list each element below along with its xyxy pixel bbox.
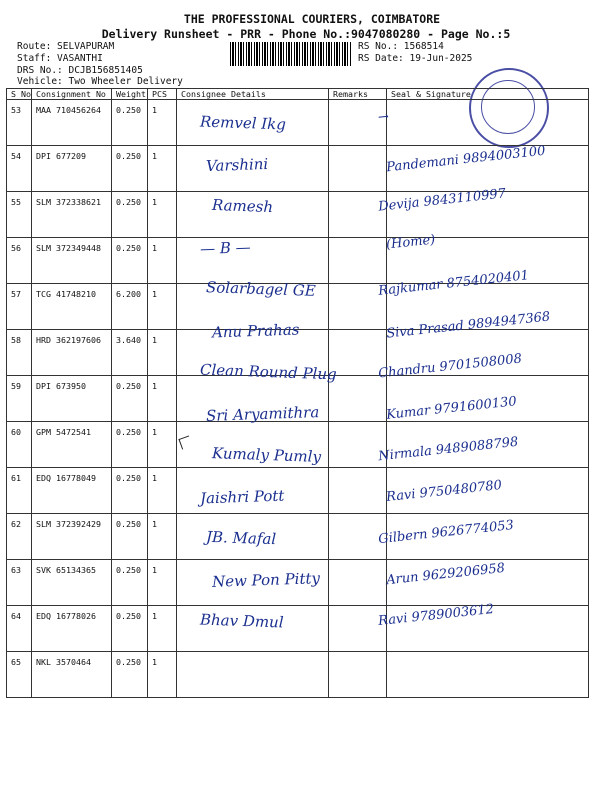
remarks-cell bbox=[329, 238, 387, 284]
cell-pcs: 1 bbox=[148, 514, 177, 560]
remarks-cell bbox=[329, 468, 387, 514]
cell-sno: 64 bbox=[7, 606, 32, 652]
handwritten-signature: Gilbern 9626774053 bbox=[377, 517, 515, 548]
remarks-cell bbox=[329, 192, 387, 238]
cell-weight: 0.250 bbox=[112, 468, 148, 514]
rs-number-field: RS No.: 1568514 bbox=[358, 41, 444, 52]
cell-weight: 0.250 bbox=[112, 606, 148, 652]
consignee-cell bbox=[177, 652, 329, 698]
cell-sno: 63 bbox=[7, 560, 32, 606]
cell-weight: 0.250 bbox=[112, 146, 148, 192]
table-header-row bbox=[7, 89, 589, 100]
table-row bbox=[7, 652, 589, 698]
handwritten-signature: Devija 9843110997 bbox=[377, 186, 507, 215]
handwritten-consignee: New Pon Pitty bbox=[211, 568, 321, 591]
cell-sno: 54 bbox=[7, 146, 32, 192]
cell-pcs: 1 bbox=[148, 652, 177, 698]
handwritten-signature: Rajkumar 8754020401 bbox=[377, 268, 530, 299]
cell-pcs: 1 bbox=[148, 376, 177, 422]
cell-sno: 60 bbox=[7, 422, 32, 468]
column-header: Consignment No bbox=[32, 89, 112, 100]
cell-weight: 0.250 bbox=[112, 238, 148, 284]
signature-cell bbox=[387, 652, 589, 698]
cell-cons: TCG 41748210 bbox=[32, 284, 112, 330]
column-header: Consignee Details bbox=[177, 89, 329, 100]
signature-cell bbox=[387, 100, 589, 146]
column-header: Remarks bbox=[329, 89, 387, 100]
cell-pcs: 1 bbox=[148, 192, 177, 238]
cell-sno: 62 bbox=[7, 514, 32, 560]
column-header: Weight bbox=[112, 89, 148, 100]
cell-cons: SVK 65134365 bbox=[32, 560, 112, 606]
cell-weight: 0.250 bbox=[112, 100, 148, 146]
cell-cons: NKL 3570464 bbox=[32, 652, 112, 698]
cell-pcs: 1 bbox=[148, 468, 177, 514]
cell-weight: 6.200 bbox=[112, 284, 148, 330]
remarks-cell bbox=[329, 146, 387, 192]
cell-cons: GPM 5472541 bbox=[32, 422, 112, 468]
remarks-cell bbox=[329, 376, 387, 422]
column-header: S No bbox=[7, 89, 32, 100]
route-field: Route: SELVAPURAM bbox=[17, 41, 115, 52]
column-header: PCS bbox=[148, 89, 177, 100]
cell-cons: SLM 372392429 bbox=[32, 514, 112, 560]
cell-pcs: 1 bbox=[148, 422, 177, 468]
cell-cons: HRD 362197606 bbox=[32, 330, 112, 376]
barcode bbox=[230, 42, 352, 66]
staff-field: Staff: VASANTHI bbox=[17, 53, 103, 64]
cell-weight: 0.250 bbox=[112, 514, 148, 560]
cell-pcs: 1 bbox=[148, 146, 177, 192]
company-title: THE PROFESSIONAL COURIERS, COIMBATORE bbox=[183, 12, 441, 26]
cell-sno: 58 bbox=[7, 330, 32, 376]
handwritten-consignee: Varshini bbox=[205, 154, 269, 175]
cell-pcs: 1 bbox=[148, 606, 177, 652]
runsheet-title: Delivery Runsheet - PRR - Phone No.:9047080280 - Page No.:5 bbox=[101, 27, 511, 41]
handwritten-consignee: Sri Aryamithra bbox=[205, 402, 320, 425]
handwritten-consignee: Bhav Dmul bbox=[199, 610, 284, 632]
cell-sno: 55 bbox=[7, 192, 32, 238]
remarks-cell bbox=[329, 652, 387, 698]
cell-cons: EDQ 16778049 bbox=[32, 468, 112, 514]
cell-weight: 0.250 bbox=[112, 652, 148, 698]
cell-weight: 0.250 bbox=[112, 422, 148, 468]
remarks-cell bbox=[329, 606, 387, 652]
cell-pcs: 1 bbox=[148, 284, 177, 330]
cell-sno: 61 bbox=[7, 468, 32, 514]
handwritten-signature: Arun 9629206958 bbox=[385, 560, 506, 588]
handwritten-consignee: Ramesh bbox=[211, 195, 274, 217]
cell-weight: 0.250 bbox=[112, 192, 148, 238]
handwritten-signature: Kumar 9791600130 bbox=[385, 393, 518, 423]
cell-pcs: 1 bbox=[148, 100, 177, 146]
runsheet-table bbox=[6, 88, 589, 698]
cell-cons: DPI 677209 bbox=[32, 146, 112, 192]
cell-cons: SLM 372349448 bbox=[32, 238, 112, 284]
cell-weight: 0.250 bbox=[112, 376, 148, 422]
handwritten-signature: Ravi 9750480780 bbox=[385, 477, 503, 505]
remarks-cell bbox=[329, 560, 387, 606]
handwritten-consignee: Jaishri Pott bbox=[199, 486, 285, 507]
handwritten-signature: Siva Prasad 9894947368 bbox=[385, 308, 551, 342]
cell-sno: 53 bbox=[7, 100, 32, 146]
cell-pcs: 1 bbox=[148, 330, 177, 376]
drs-field: DRS No.: DCJB156851405 bbox=[17, 65, 143, 76]
table-row bbox=[7, 100, 589, 146]
rs-date-field: RS Date: 19-Jun-2025 bbox=[358, 53, 473, 64]
handwritten-signature: → bbox=[377, 109, 390, 126]
handwritten-consignee: Anu Prahas bbox=[211, 319, 300, 342]
cell-pcs: 1 bbox=[148, 560, 177, 606]
table-row bbox=[7, 606, 589, 652]
cell-cons: EDQ 16778026 bbox=[32, 606, 112, 652]
handwritten-signature: Ravi 9789003612 bbox=[377, 601, 495, 630]
cell-sno: 65 bbox=[7, 652, 32, 698]
handwritten-signature: Chandru 9701508008 bbox=[377, 351, 523, 382]
cell-cons: SLM 372338621 bbox=[32, 192, 112, 238]
handwritten-signature: Pandemani 9894003100 bbox=[385, 143, 547, 175]
handwritten-consignee: Solarbagel GE bbox=[205, 278, 317, 300]
vehicle-field: Vehicle: Two Wheeler Delivery bbox=[17, 76, 183, 87]
cell-sno: 56 bbox=[7, 238, 32, 284]
cell-cons: DPI 673950 bbox=[32, 376, 112, 422]
cell-weight: 0.250 bbox=[112, 560, 148, 606]
cell-sno: 57 bbox=[7, 284, 32, 330]
handwritten-consignee: — B — bbox=[199, 237, 251, 258]
handwritten-consignee: Kumaly Pumly bbox=[211, 444, 322, 466]
cell-pcs: 1 bbox=[148, 238, 177, 284]
cell-cons: MAA 710456264 bbox=[32, 100, 112, 146]
handwritten-signature: Nirmala 9489088798 bbox=[377, 434, 519, 465]
handwritten-consignee: Remvel Ikg bbox=[199, 112, 287, 134]
handwritten-signature: (Home) bbox=[385, 231, 436, 253]
handwritten-consignee: JB. Mafal bbox=[205, 527, 277, 549]
column-header: Seal & Signature bbox=[387, 89, 589, 100]
cell-weight: 3.640 bbox=[112, 330, 148, 376]
cell-sno: 59 bbox=[7, 376, 32, 422]
handwritten-consignee: Clean Round Plug bbox=[199, 360, 337, 384]
